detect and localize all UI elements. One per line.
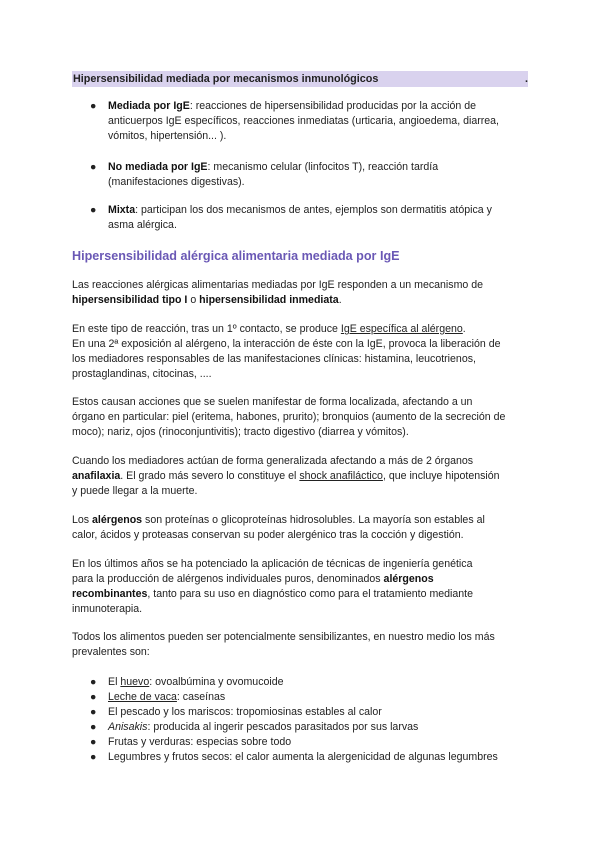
text: para la producción de alérgenos individuales puros, denominados <box>72 573 384 585</box>
text: Los <box>72 514 93 526</box>
paragraph <box>72 322 532 382</box>
term: Mediada por IgE <box>108 100 190 112</box>
text: . El grado más severo lo constituye el <box>120 470 300 482</box>
text: son proteínas o glicoproteínas hidrosolubles. La mayoría son estables al <box>142 514 485 526</box>
highlighted-title-text: Hipersensibilidad mediada por mecanismos inmunológicos <box>73 73 379 85</box>
bold-term: anafilaxia <box>72 470 121 482</box>
bold-term: hipersensibilidad tipo I <box>72 294 188 306</box>
text: vómitos, hipertensión... ). <box>108 130 227 142</box>
underlined-text: huevo <box>120 676 150 688</box>
text: , que incluye hipotensión <box>382 470 500 482</box>
paragraph <box>72 278 532 308</box>
text: : ovoalbúmina y ovomucoide <box>149 676 284 688</box>
section-heading: Hipersensibilidad alérgica alimentaria mediada por IgE <box>72 249 400 263</box>
text: . <box>462 323 466 335</box>
underlined-text: shock anafiláctico <box>299 470 383 482</box>
text: : caseínas <box>176 691 226 703</box>
term: Mixta <box>108 204 136 216</box>
bullet-icon: ● <box>90 691 97 703</box>
text: o <box>187 294 200 306</box>
paragraph <box>72 630 532 660</box>
highlighted-title-trail: . <box>525 73 528 85</box>
term: No mediada por IgE <box>108 161 208 173</box>
bold-term: alérgenos <box>92 514 143 526</box>
italic-text: Anisakis <box>108 721 148 733</box>
text: Las reacciones alérgicas alimentarias mediadas por IgE responden a un mecanismo de <box>72 279 484 291</box>
text: y puede llegar a la muerte. <box>72 485 198 497</box>
text: prostaglandinas, citocinas, .... <box>72 368 212 380</box>
text: : participan los dos mecanismos de antes, ejemplos son dermatitis atópica y <box>135 204 492 216</box>
bold-term: alérgenos <box>383 573 434 585</box>
text: (manifestaciones digestivas). <box>108 176 245 188</box>
bullet-icon: ● <box>90 204 97 216</box>
text: inmunoterapia. <box>72 603 143 615</box>
bullet-icon: ● <box>90 706 97 718</box>
text: Cuando los mediadores actúan de forma generalizada afectando a más de 2 órganos <box>72 455 474 467</box>
text: moco); nariz, ojos (rinoconjuntivitis); tracto digestivo (diarrea y vómitos). <box>72 426 409 438</box>
text: anticuerpos IgE específicos, reacciones inmediatas (urticaria, angioedema, diarrea, <box>108 115 499 127</box>
underlined-text: IgE específica al alérgeno <box>340 323 463 335</box>
text: : mecanismo celular (linfocitos T), reacción tardía <box>207 161 439 173</box>
text: : producida al ingerir pescados parasitados por sus larvas <box>147 721 419 733</box>
text: prevalentes son: <box>72 646 150 658</box>
bullet-icon: ● <box>90 736 97 748</box>
bold-term: recombinantes <box>72 588 148 600</box>
text: En una 2ª exposición al alérgeno, la interacción de éste con la IgE, provoca la liberación de <box>72 338 501 350</box>
text: Legumbres y frutos secos: el calor aumenta la alergenicidad de algunas legumbres <box>108 751 498 763</box>
highlighted-title <box>72 71 528 87</box>
text: órgano en particular: piel (eritema, habones, prurito); bronquios (aumento de la secreción de <box>72 411 506 423</box>
text: El <box>108 676 121 688</box>
paragraph <box>72 395 532 440</box>
text: En este tipo de reacción, tras un 1º contacto, se produce <box>72 323 341 335</box>
paragraph <box>72 513 532 543</box>
text: Todos los alimentos pueden ser potencialmente sensibilizantes, en nuestro medio los más <box>72 631 495 643</box>
bullet-icon: ● <box>90 721 97 733</box>
text: calor, ácidos y proteasas conservan su poder alergénico tras la cocción y digestión. <box>72 529 464 541</box>
text: Estos causan acciones que se suelen manifestar de forma localizada, afectando a un <box>72 396 473 408</box>
bullet-icon: ● <box>90 100 97 112</box>
bullet-icon: ● <box>90 751 97 763</box>
underlined-text: Leche de vaca <box>108 691 177 703</box>
text: En los últimos años se ha potenciado la aplicación de técnicas de ingeniería genética <box>72 558 473 570</box>
bold-term: hipersensibilidad inmediata <box>199 294 339 306</box>
bullet-icon: ● <box>90 676 97 688</box>
bullet-icon: ● <box>90 161 97 173</box>
text: asma alérgica. <box>108 219 177 231</box>
text: , tanto para su uso en diagnóstico como para el tratamiento mediante <box>147 588 474 600</box>
paragraph <box>72 557 532 617</box>
text: El pescado y los mariscos: tropomiosinas estables al calor <box>108 706 382 718</box>
text: los mediadores responsables de las manifestaciones clínicas: histamina, leucotrienos, <box>72 353 476 365</box>
text: : reacciones de hipersensibilidad producidas por la acción de <box>189 100 477 112</box>
text: Frutas y verduras: especias sobre todo <box>108 736 292 748</box>
paragraph <box>72 454 532 499</box>
text: . <box>338 294 342 306</box>
